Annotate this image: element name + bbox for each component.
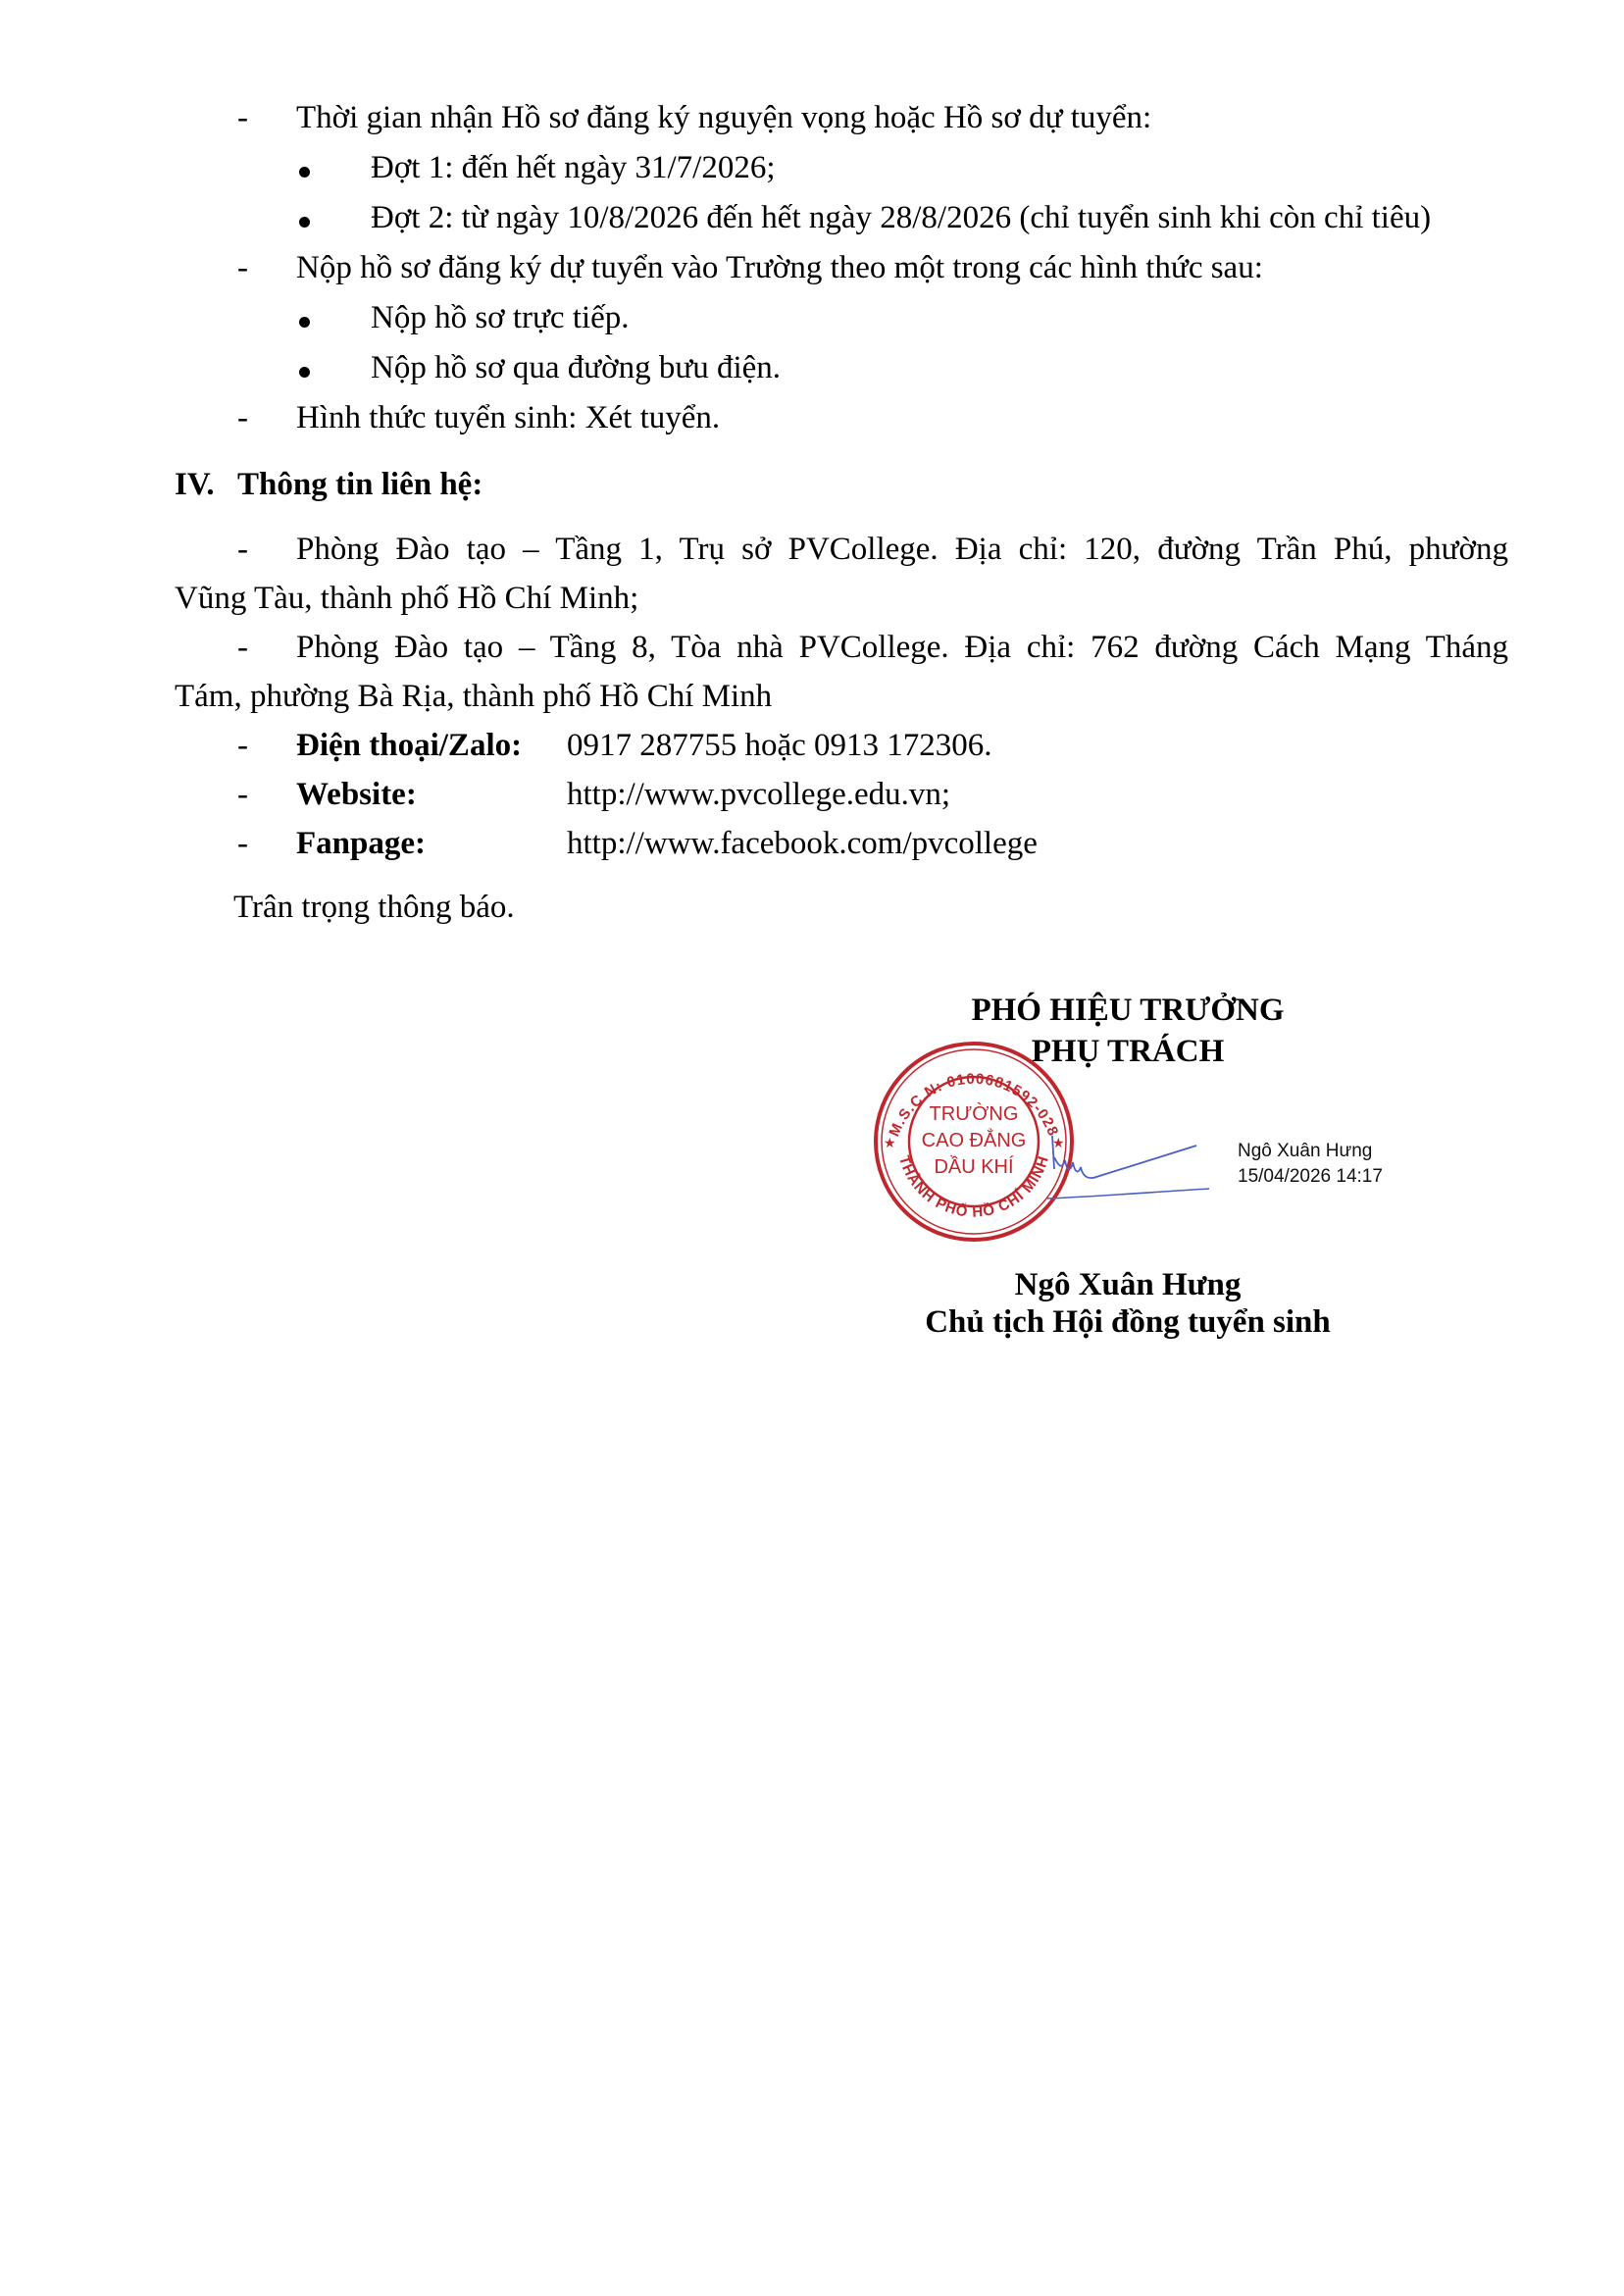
phone-value: 0917 287755 hoặc 0913 172306.: [567, 728, 992, 763]
website-label: Website:: [296, 777, 417, 812]
stamp-center-line1: TRƯỜNG: [929, 1103, 1019, 1125]
bullet-icon: [299, 217, 310, 228]
office-1-line1: Phòng Đào tạo – Tầng 1, Trụ sở PVCollege. Địa chỉ: 120, đường Trần Phú, phường: [296, 532, 1508, 567]
svg-text:★: ★: [884, 1136, 896, 1151]
phone-label: Điện thoại/Zalo:: [296, 728, 523, 763]
submission-method-2: Nộp hồ sơ qua đường bưu điện.: [371, 350, 782, 385]
admission-method: Hình thức tuyển sinh: Xét tuyển.: [296, 400, 721, 435]
stamp-center-line3: DẦU KHÍ: [934, 1156, 1014, 1178]
submission-method-1: Nộp hồ sơ trực tiếp.: [371, 300, 630, 335]
dash-marker: -: [237, 100, 248, 135]
website-link[interactable]: http://www.pvcollege.edu.vn;: [567, 777, 951, 812]
digital-signature-timestamp: 15/04/2026 14:17: [1238, 1166, 1383, 1187]
intake-period-label: Thời gian nhận Hồ sơ đăng ký nguyện vọng hoặc Hồ sơ dự tuyển:: [296, 100, 1152, 135]
intake-round-2: Đợt 2: từ ngày 10/8/2026 đến hết ngày 28/8/2026 (chỉ tuyển sinh khi còn chỉ tiêu): [371, 200, 1432, 235]
office-2-line1: Phòng Đào tạo – Tầng 8, Tòa nhà PVCollege. Địa chỉ: 762 đường Cách Mạng Tháng: [296, 630, 1508, 665]
office-2-line2: Tám, phường Bà Rịa, thành phố Hồ Chí Minh: [175, 679, 773, 714]
dash-marker: -: [237, 728, 248, 763]
dash-marker: -: [237, 400, 248, 435]
section-heading: Thông tin liên hệ:: [237, 467, 483, 502]
dash-marker: -: [237, 630, 248, 665]
stamp-top-text: M.S.C.N: 0100681592-028: [886, 1070, 1062, 1140]
bullet-icon: [299, 167, 310, 178]
office-1-line2: Vũng Tàu, thành phố Hồ Chí Minh;: [175, 581, 639, 616]
dash-marker: -: [237, 826, 248, 861]
submission-label: Nộp hồ sơ đăng ký dự tuyển vào Trường theo một trong các hình thức sau:: [296, 250, 1263, 285]
fanpage-label: Fanpage:: [296, 826, 426, 861]
signer-title-line2: PHỤ TRÁCH: [1031, 1034, 1225, 1069]
stamp-center-line2: CAO ĐẲNG: [921, 1130, 1027, 1151]
signer-title-line1: PHÓ HIỆU TRƯỞNG: [971, 993, 1285, 1028]
svg-text:★: ★: [1052, 1136, 1065, 1151]
stamp-bottom-text: THÀNH PHỐ HỒ CHÍ MINH: [894, 1153, 1053, 1221]
bullet-icon: [299, 367, 310, 378]
dash-marker: -: [237, 777, 248, 812]
signer-name: Ngô Xuân Hưng: [1014, 1267, 1242, 1302]
digital-signature-name: Ngô Xuân Hưng: [1238, 1141, 1373, 1161]
dash-marker: -: [237, 532, 248, 567]
official-stamp-icon: [871, 1042, 1077, 1242]
closing-text: Trân trọng thông báo.: [233, 890, 515, 925]
signer-role: Chủ tịch Hội đồng tuyển sinh: [925, 1304, 1331, 1340]
bullet-icon: [299, 317, 310, 328]
fanpage-link[interactable]: http://www.facebook.com/pvcollege: [567, 826, 1038, 861]
intake-round-1: Đợt 1: đến hết ngày 31/7/2026;: [371, 150, 776, 185]
dash-marker: -: [237, 250, 248, 285]
section-number: IV.: [175, 467, 215, 502]
